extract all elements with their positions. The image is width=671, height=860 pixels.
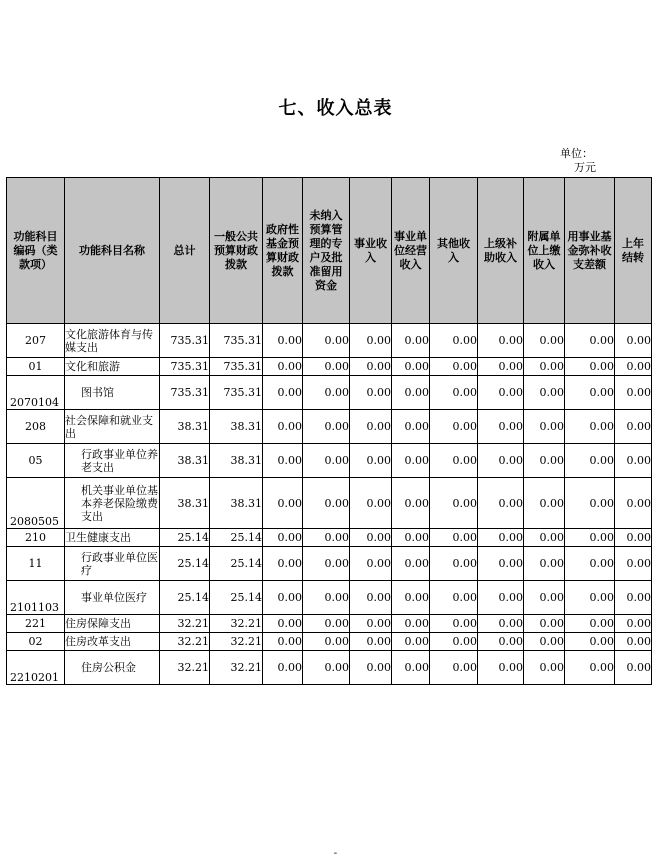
cell-value: 0.00 — [615, 651, 652, 685]
cell-value: 735.31 — [160, 358, 210, 376]
col-header-superior-subsidy: 上级补助收入 — [478, 178, 524, 324]
cell-value: 0.00 — [565, 376, 615, 410]
col-header-special-account: 未纳入预算管理的专户及批准留用资金 — [303, 178, 350, 324]
cell-value: 0.00 — [392, 324, 430, 358]
table-row — [7, 444, 652, 478]
cell-value: 32.21 — [210, 615, 263, 633]
cell-value: 0.00 — [565, 478, 615, 529]
cell-value: 0.00 — [303, 478, 350, 529]
cell-value: 0.00 — [565, 358, 615, 376]
table-row — [7, 376, 652, 410]
cell-value: 0.00 — [615, 376, 652, 410]
cell-code: 208 — [7, 410, 65, 444]
cell-code: 221 — [7, 615, 65, 633]
col-header-code: 功能科目编码（类款项） — [7, 178, 65, 324]
cell-value: 0.00 — [392, 529, 430, 547]
cell-value: 0.00 — [524, 633, 565, 651]
cell-value: 32.21 — [160, 633, 210, 651]
cell-value: 0.00 — [524, 478, 565, 529]
unit-value: 万元 — [574, 161, 596, 174]
cell-name: 住房保障支出 — [65, 615, 160, 633]
cell-code: 2210201 — [7, 651, 65, 685]
cell-value: 0.00 — [524, 324, 565, 358]
cell-value: 0.00 — [565, 615, 615, 633]
table-row — [7, 651, 652, 685]
cell-value: 0.00 — [565, 547, 615, 581]
cell-value: 0.00 — [524, 410, 565, 444]
cell-value: 0.00 — [615, 633, 652, 651]
col-header-subordinate-payment: 附属单位上缴收入 — [524, 178, 565, 324]
cell-code: 2101103 — [7, 581, 65, 615]
table-row — [7, 410, 652, 444]
cell-name: 机关事业单位基本养老保险缴费支出 — [65, 478, 160, 529]
cell-value: 0.00 — [524, 358, 565, 376]
cell-code: 207 — [7, 324, 65, 358]
cell-value: 0.00 — [430, 615, 478, 633]
cell-value: 0.00 — [350, 581, 392, 615]
cell-value: 25.14 — [210, 547, 263, 581]
cell-value: 735.31 — [210, 324, 263, 358]
cell-value: 0.00 — [263, 410, 303, 444]
cell-value: 0.00 — [392, 651, 430, 685]
cell-value: 0.00 — [615, 547, 652, 581]
cell-value: 0.00 — [263, 633, 303, 651]
cell-code: 2070104 — [7, 376, 65, 410]
cell-value: 0.00 — [524, 529, 565, 547]
cell-name: 行政事业单位医疗 — [65, 547, 160, 581]
cell-value: 0.00 — [392, 547, 430, 581]
cell-value: 0.00 — [263, 581, 303, 615]
cell-value: 0.00 — [350, 529, 392, 547]
col-header-general-budget: 一般公共预算财政拨款 — [210, 178, 263, 324]
cell-value: 0.00 — [350, 651, 392, 685]
cell-value: 0.00 — [615, 358, 652, 376]
cell-value: 0.00 — [303, 651, 350, 685]
cell-value: 0.00 — [615, 615, 652, 633]
cell-value: 735.31 — [210, 376, 263, 410]
cell-value: 0.00 — [615, 581, 652, 615]
cell-value: 0.00 — [392, 444, 430, 478]
cell-value: 0.00 — [350, 410, 392, 444]
cell-value: 0.00 — [615, 324, 652, 358]
page-title: 七、收入总表 — [278, 98, 393, 119]
col-header-fund-budget: 政府性基金预算财政拨款 — [263, 178, 303, 324]
cell-value: 0.00 — [430, 410, 478, 444]
col-header-operating-income: 事业单位经营收入 — [392, 178, 430, 324]
cell-value: 0.00 — [478, 651, 524, 685]
cell-value: 0.00 — [392, 633, 430, 651]
cell-value: 0.00 — [303, 633, 350, 651]
cell-value: 0.00 — [478, 478, 524, 529]
cell-code: 02 — [7, 633, 65, 651]
cell-name: 住房公积金 — [65, 651, 160, 685]
cell-name: 行政事业单位养老支出 — [65, 444, 160, 478]
cell-value: 0.00 — [565, 529, 615, 547]
cell-value: 0.00 — [263, 478, 303, 529]
cell-value: 0.00 — [350, 547, 392, 581]
cell-value: 0.00 — [430, 376, 478, 410]
cell-value: 0.00 — [478, 358, 524, 376]
cell-value: 0.00 — [350, 615, 392, 633]
table-row — [7, 324, 652, 358]
cell-value: 0.00 — [392, 376, 430, 410]
cell-value: 0.00 — [615, 529, 652, 547]
cell-name: 文化旅游体育与传媒支出 — [65, 324, 160, 358]
cell-value: 0.00 — [303, 324, 350, 358]
cell-value: 38.31 — [160, 478, 210, 529]
cell-value: 0.00 — [430, 358, 478, 376]
table-row — [7, 529, 652, 547]
cell-value: 0.00 — [615, 410, 652, 444]
unit-label — [560, 147, 620, 175]
cell-value: 0.00 — [524, 615, 565, 633]
cell-value: 0.00 — [478, 324, 524, 358]
cell-value: 0.00 — [430, 633, 478, 651]
cell-code: 11 — [7, 547, 65, 581]
cell-value: 0.00 — [524, 444, 565, 478]
cell-value: 0.00 — [263, 615, 303, 633]
cell-value: 0.00 — [392, 478, 430, 529]
table-row — [7, 547, 652, 581]
cell-value: 0.00 — [303, 410, 350, 444]
table-row — [7, 478, 652, 529]
cell-value: 0.00 — [565, 633, 615, 651]
cell-value: 0.00 — [478, 376, 524, 410]
cell-value: 25.14 — [210, 529, 263, 547]
cell-value: 32.21 — [160, 615, 210, 633]
cell-value: 0.00 — [524, 651, 565, 685]
cell-value: 0.00 — [615, 478, 652, 529]
cell-value: 0.00 — [565, 324, 615, 358]
cell-value: 0.00 — [430, 651, 478, 685]
col-header-fund-offset: 用事业基金弥补收支差额 — [565, 178, 615, 324]
table-row — [7, 581, 652, 615]
cell-value: 0.00 — [392, 410, 430, 444]
cell-value: 0.00 — [478, 615, 524, 633]
cell-value: 0.00 — [524, 547, 565, 581]
cell-value: 0.00 — [478, 633, 524, 651]
cell-value: 0.00 — [430, 529, 478, 547]
cell-value: 38.31 — [210, 410, 263, 444]
cell-value: 0.00 — [303, 358, 350, 376]
cell-value: 0.00 — [263, 358, 303, 376]
col-header-business-income: 事业收入 — [350, 178, 392, 324]
cell-value: 0.00 — [565, 410, 615, 444]
cell-value: 0.00 — [263, 376, 303, 410]
cell-value: 32.21 — [210, 633, 263, 651]
cell-value: 25.14 — [160, 581, 210, 615]
cell-value: 0.00 — [430, 444, 478, 478]
cell-value: 0.00 — [303, 444, 350, 478]
cell-value: 0.00 — [478, 547, 524, 581]
col-header-total: 总计 — [160, 178, 210, 324]
cell-value: 0.00 — [263, 444, 303, 478]
page-number: - — [333, 848, 338, 859]
table-header-row — [7, 178, 652, 324]
cell-value: 38.31 — [160, 410, 210, 444]
cell-value: 0.00 — [478, 529, 524, 547]
cell-value: 0.00 — [565, 651, 615, 685]
cell-value: 25.14 — [160, 529, 210, 547]
cell-value: 0.00 — [392, 615, 430, 633]
cell-value: 0.00 — [392, 581, 430, 615]
cell-value: 0.00 — [478, 410, 524, 444]
cell-value: 0.00 — [524, 581, 565, 615]
cell-value: 32.21 — [160, 651, 210, 685]
cell-value: 0.00 — [430, 581, 478, 615]
cell-value: 0.00 — [303, 529, 350, 547]
cell-value: 0.00 — [263, 324, 303, 358]
cell-name: 文化和旅游 — [65, 358, 160, 376]
cell-code: 210 — [7, 529, 65, 547]
col-header-carryover: 上年结转 — [615, 178, 652, 324]
cell-value: 0.00 — [524, 376, 565, 410]
cell-value: 0.00 — [615, 444, 652, 478]
cell-value: 0.00 — [478, 444, 524, 478]
cell-value: 0.00 — [350, 324, 392, 358]
table-row — [7, 615, 652, 633]
cell-value: 735.31 — [160, 376, 210, 410]
cell-value: 25.14 — [210, 581, 263, 615]
cell-name: 住房改革支出 — [65, 633, 160, 651]
cell-value: 0.00 — [430, 547, 478, 581]
cell-code: 2080505 — [7, 478, 65, 529]
cell-value: 0.00 — [303, 547, 350, 581]
cell-value: 0.00 — [430, 324, 478, 358]
cell-value: 38.31 — [210, 444, 263, 478]
cell-code: 01 — [7, 358, 65, 376]
income-summary-table — [6, 177, 652, 685]
cell-value: 0.00 — [565, 581, 615, 615]
cell-value: 0.00 — [303, 581, 350, 615]
cell-value: 0.00 — [303, 376, 350, 410]
table-row — [7, 633, 652, 651]
cell-value: 0.00 — [263, 547, 303, 581]
cell-name: 卫生健康支出 — [65, 529, 160, 547]
cell-value: 0.00 — [350, 358, 392, 376]
cell-value: 0.00 — [392, 358, 430, 376]
table-row — [7, 358, 652, 376]
cell-name: 图书馆 — [65, 376, 160, 410]
col-header-name: 功能科目名称 — [65, 178, 160, 324]
cell-code: 05 — [7, 444, 65, 478]
unit-label-text: 单位： — [560, 147, 593, 160]
cell-value: 0.00 — [350, 376, 392, 410]
cell-value: 38.31 — [210, 478, 263, 529]
cell-value: 735.31 — [160, 324, 210, 358]
cell-name: 事业单位医疗 — [65, 581, 160, 615]
cell-value: 0.00 — [350, 444, 392, 478]
cell-value: 0.00 — [303, 615, 350, 633]
cell-value: 38.31 — [160, 444, 210, 478]
cell-name: 社会保障和就业支出 — [65, 410, 160, 444]
cell-value: 32.21 — [210, 651, 263, 685]
cell-value: 25.14 — [160, 547, 210, 581]
cell-value: 0.00 — [350, 478, 392, 529]
cell-value: 0.00 — [263, 651, 303, 685]
col-header-other-income: 其他收入 — [430, 178, 478, 324]
cell-value: 0.00 — [430, 478, 478, 529]
cell-value: 0.00 — [565, 444, 615, 478]
cell-value: 0.00 — [478, 581, 524, 615]
cell-value: 735.31 — [210, 358, 263, 376]
cell-value: 0.00 — [263, 529, 303, 547]
cell-value: 0.00 — [350, 633, 392, 651]
